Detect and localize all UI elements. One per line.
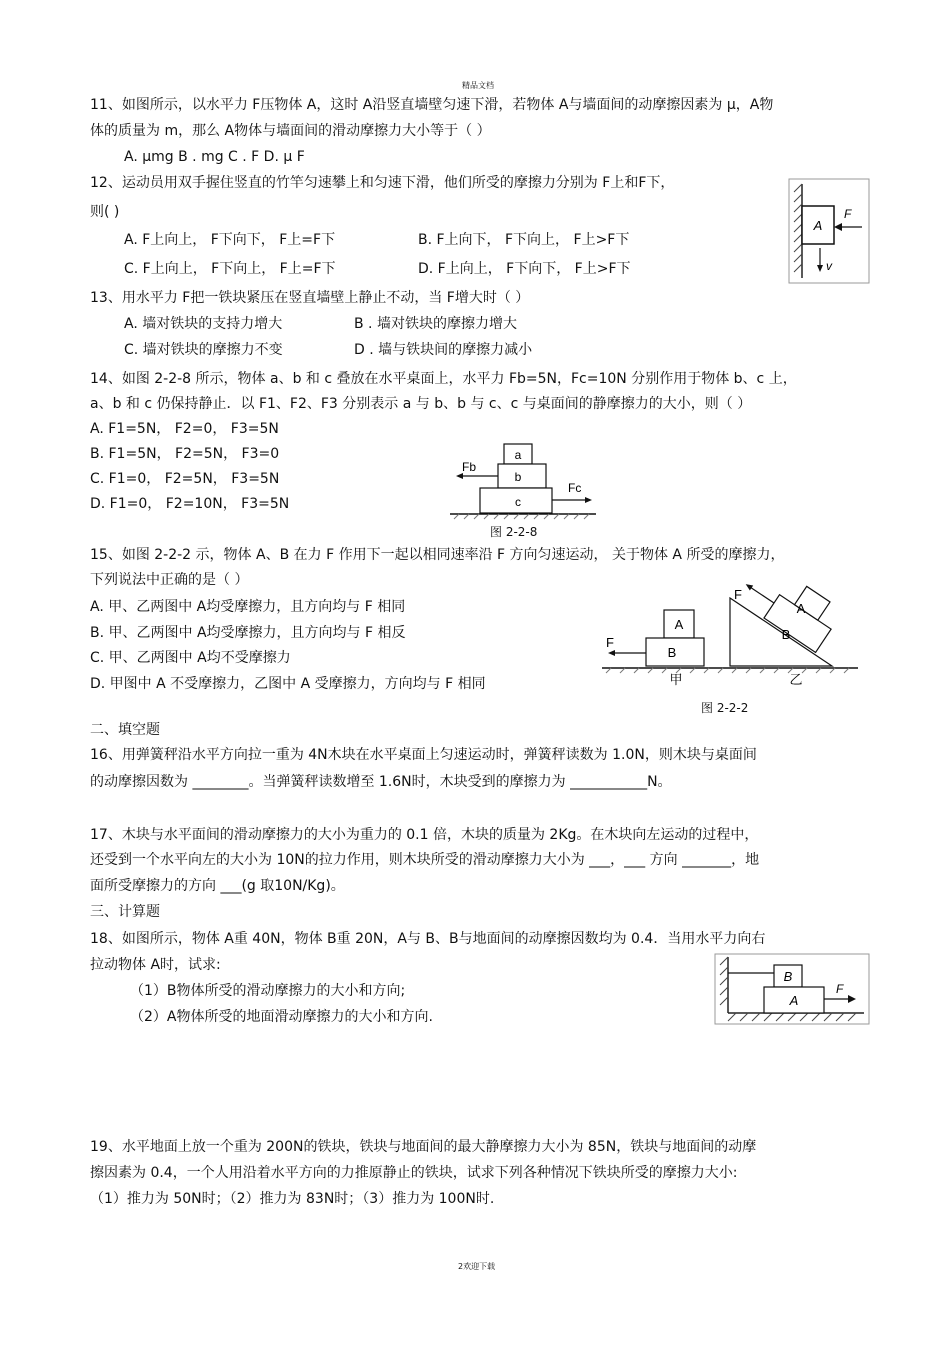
q14-option-b: B. F1=5N， F2=5N， F3=0 (90, 446, 280, 462)
q12-option-a: A. F上向上， F下向下， F上=F下 (124, 232, 336, 248)
q15-option-b: B. 甲、乙两图中 A均受摩擦力，且方向均与 F 相反 (90, 625, 406, 641)
q13-line1: 13、用水平力 F把一铁块紧压在竖直墙壁上静止不动，当 F增大时（ ） (90, 290, 530, 306)
q13-option-c: C. 墙对铁块的摩擦力不变 (124, 342, 283, 358)
q14-option-a: A. F1=5N， F2=0， F3=5N (90, 421, 279, 437)
q14-label-a: a (514, 448, 522, 462)
q15-line1: 15、如图 2-2-2 示，物体 A、B 在力 F 作用下一起以相同速率沿 F 方向匀速运动， 关于物体 A 所受的摩擦力， (90, 547, 785, 563)
q15-yi-label-a: A (796, 601, 806, 616)
q14-label-b: b (514, 470, 522, 484)
q11-options: A. μmg B . mg C . F D. μ F (124, 149, 305, 165)
q15-two-cases-figure (600, 582, 860, 686)
q12-label-a: A (813, 218, 823, 233)
q15-option-d: D. 甲图中 A 不受摩擦力，乙图中 A 受摩擦力，方向均与 F 相同 (90, 676, 486, 692)
q12-option-c: C. F上向上， F下向上， F上=F下 (124, 261, 336, 277)
q15-option-c: C. 甲、乙两图中 A均不受摩擦力 (90, 650, 291, 666)
q12-option-b: B. F上向下， F下向上， F上>F下 (418, 232, 630, 248)
q14-label-fc: Fc (568, 481, 582, 495)
q12-label-f: F (844, 207, 852, 221)
q18-label-f: F (836, 982, 844, 996)
q15-figure-caption: 图 2-2-2 (701, 701, 749, 715)
q13-option-d: D . 墙与铁块间的摩擦力减小 (354, 342, 533, 358)
q19-line1: 19、水平地面上放一个重为 200N的铁块，铁块与地面间的最大静摩擦力大小为 85N，铁块与地面间的动摩 (90, 1139, 757, 1155)
q14-line1: 14、如图 2-2-8 所示，物体 a、b 和 c 叠放在水平桌面上，水平力 Fb=5N，Fc=10N 分别作用于物体 b、c 上， (90, 371, 797, 387)
section-fill-in-title: 二、填空题 (90, 722, 160, 738)
q15-yi-label-b: B (781, 627, 791, 642)
q12-label-v: v (826, 259, 832, 273)
q14-figure-caption: 图 2-2-8 (490, 525, 538, 539)
q14-stacked-blocks-figure (448, 440, 598, 522)
q17-line2: 还受到一个水平向左的大小为 10N的拉力作用，则木块所受的滑动摩擦力大小为 ___，___ 方向 _______，地 (90, 852, 760, 868)
q17-line3: 面所受摩擦力的方向 ___(g 取10N/Kg)。 (90, 878, 345, 894)
q17-line1: 17、木块与水平面间的滑动摩擦力的大小为重力的 0.1 倍，木块的质量为 2Kg。在木块向左运动的过程中， (90, 827, 759, 843)
q18-item1: （1）B物体所受的滑动摩擦力的大小和方向; (130, 983, 406, 999)
q15-label-yi: 乙 (789, 672, 803, 686)
q13-option-b: B . 墙对铁块的摩擦力增大 (354, 316, 517, 332)
q14-label-fb: Fb (462, 460, 477, 474)
q11-line1: 11、如图所示，以水平力 F压物体 A，这时 A沿竖直墙壁匀速下滑，若物体 A与墙面间的动摩擦因素为 μ，A物 (90, 97, 774, 113)
q18-item2: （2）A物体所受的地面滑动摩擦力的大小和方向. (130, 1009, 433, 1025)
q15-jia-label-a: A (674, 617, 684, 632)
q11-line2: 体的质量为 m，那么 A物体与墙面间的滑动摩擦力大小等于（ ） (90, 123, 491, 139)
q12-line1: 12、运动员用双手握住竖直的竹竿匀速攀上和匀速下滑，他们所受的摩擦力分别为 F上和F下， (90, 175, 675, 191)
q15-jia-label-f: F (606, 635, 614, 650)
q15-jia-label-b: B (667, 645, 677, 660)
q15-option-a: A. 甲、乙两图中 A均受摩擦力，且方向均与 F 相同 (90, 599, 406, 615)
q14-option-d: D. F1=0， F2=10N， F3=5N (90, 496, 290, 512)
q19-line2: 擦因素为 0.4，一个人用沿着水平方向的力推原静止的铁块，试求下列各种情况下铁块所受的摩擦力大小: (90, 1165, 738, 1181)
q12-wall-block-figure (788, 178, 870, 284)
q14-label-c: c (515, 495, 521, 509)
q18-label-b: B (783, 969, 793, 984)
q13-option-a: A. 墙对铁块的支持力增大 (124, 316, 283, 332)
q18-line2: 拉动物体 A时，试求: (90, 957, 221, 973)
q18-label-a: A (789, 993, 799, 1008)
q12-option-d: D. F上向上， F下向下， F上>F下 (418, 261, 631, 277)
q12-line2: 则( ) (90, 204, 120, 220)
page-footer: 2欢迎下载 (458, 1262, 496, 1271)
q14-line2: a、b 和 c 仍保持静止．以 F1、F2、F3 分别表示 a 与 b、b 与 c、c 与桌面间的静摩擦力的大小，则（ ） (90, 396, 752, 412)
q16-line2: 的动摩擦因数为 ________。当弹簧秤读数增至 1.6N时，木块受到的摩擦力为 ___________N。 (90, 774, 672, 790)
q15-label-jia: 甲 (669, 672, 683, 686)
q16-line1: 16、用弹簧秤沿水平方向拉一重为 4N木块在水平桌面上匀速运动时，弹簧秤读数为 1.0N，则木块与桌面间 (90, 747, 757, 763)
q14-option-c: C. F1=0， F2=5N， F3=5N (90, 471, 280, 487)
q19-line3: （1）推力为 50N时；（2）推力为 83N时；（3）推力为 100N时. (90, 1191, 495, 1207)
q18-line1: 18、如图所示，物体 A重 40N，物体 B重 20N，A与 B、B与地面间的动摩擦因数均为 0.4．当用水平力向右 (90, 931, 766, 947)
section-calculation-title: 三、计算题 (90, 904, 160, 920)
q18-wall-blocks-figure (714, 953, 870, 1025)
page-header: 精品文档 (462, 81, 494, 90)
q14-block-b (498, 464, 546, 488)
q15-yi-label-f: F (734, 587, 742, 602)
q15-line2: 下列说法中正确的是（ ） (90, 572, 249, 588)
